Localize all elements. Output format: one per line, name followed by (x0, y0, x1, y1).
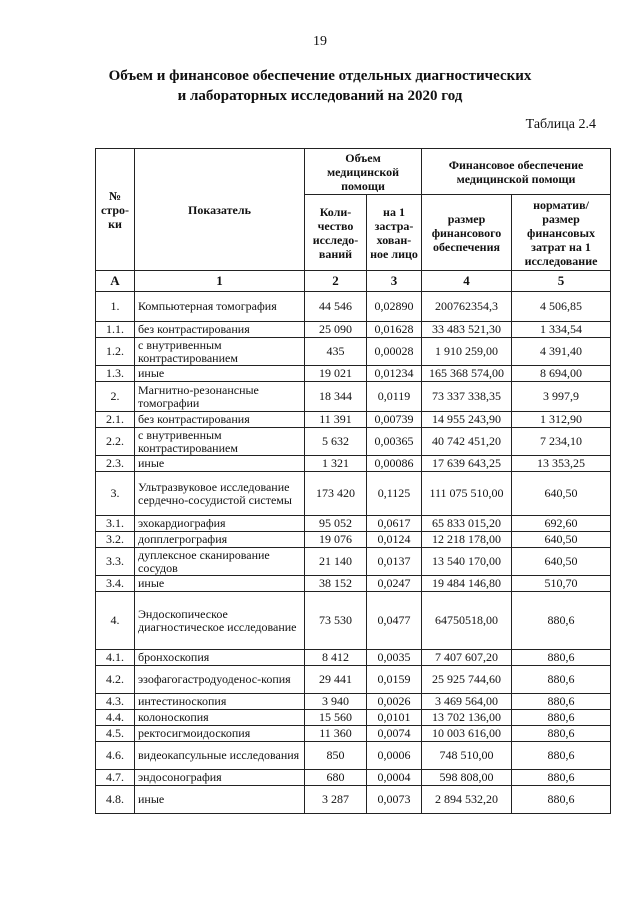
indicator-cell: ректосигмоидоскопия (135, 726, 305, 742)
index-cell: 1 (135, 271, 305, 292)
table-row (96, 456, 611, 472)
header-per-insured: на 1 застра-хован-ное лицо (367, 195, 422, 271)
per-insured-cell: 0,0247 (367, 576, 422, 592)
per-insured-cell: 0,0035 (367, 650, 422, 666)
row-number-cell: 4.4. (96, 710, 135, 726)
norm-cell: 880,6 (512, 770, 611, 786)
header-row-number: № стро-ки (96, 149, 135, 271)
finance-cell: 65 833 015,20 (422, 516, 512, 532)
count-cell: 11 360 (305, 726, 367, 742)
count-cell: 435 (305, 338, 367, 366)
indicator-cell: иные (135, 786, 305, 814)
table-row (96, 428, 611, 456)
per-insured-cell: 0,0124 (367, 532, 422, 548)
norm-cell: 640,50 (512, 472, 611, 516)
table-row (96, 710, 611, 726)
header-finance-size: размер финансового обеспечения (422, 195, 512, 271)
header-finance-group: Финансовое обеспечение медицинской помощи (422, 149, 611, 195)
norm-cell: 880,6 (512, 786, 611, 814)
norm-cell: 510,70 (512, 576, 611, 592)
count-cell: 8 412 (305, 650, 367, 666)
count-cell: 3 940 (305, 694, 367, 710)
finance-cell: 14 955 243,90 (422, 412, 512, 428)
table-row (96, 412, 611, 428)
count-cell: 680 (305, 770, 367, 786)
finance-cell: 111 075 510,00 (422, 472, 512, 516)
norm-cell: 880,6 (512, 592, 611, 650)
title-line-1: Объем и финансовое обеспечение отдельных диагностических (108, 68, 532, 84)
row-number-cell: 4.8. (96, 786, 135, 814)
index-cell: 4 (422, 271, 512, 292)
row-number-cell: 4.6. (96, 742, 135, 770)
norm-cell: 880,6 (512, 742, 611, 770)
finance-cell: 40 742 451,20 (422, 428, 512, 456)
indicator-cell: с внутривенным контрастированием (135, 338, 305, 366)
per-insured-cell: 0,0137 (367, 548, 422, 576)
row-number-cell: 2.3. (96, 456, 135, 472)
indicator-cell: эзофагогастродуоденос-копия (135, 666, 305, 694)
finance-cell: 12 218 178,00 (422, 532, 512, 548)
per-insured-cell: 0,1125 (367, 472, 422, 516)
count-cell: 19 076 (305, 532, 367, 548)
norm-cell: 4 506,85 (512, 292, 611, 322)
finance-cell: 200762354,3 (422, 292, 512, 322)
table-row (96, 338, 611, 366)
count-cell: 18 344 (305, 382, 367, 412)
count-cell: 850 (305, 742, 367, 770)
finance-cell: 748 510,00 (422, 742, 512, 770)
table-row (96, 770, 611, 786)
index-cell: А (96, 271, 135, 292)
per-insured-cell: 0,00739 (367, 412, 422, 428)
row-number-cell: 2.1. (96, 412, 135, 428)
finance-cell: 13 540 170,00 (422, 548, 512, 576)
table-row (96, 322, 611, 338)
norm-cell: 640,50 (512, 548, 611, 576)
header-count: Коли-чество исследо-ваний (305, 195, 367, 271)
table-row (96, 726, 611, 742)
norm-cell: 8 694,00 (512, 366, 611, 382)
table-row (96, 650, 611, 666)
finance-cell: 73 337 338,35 (422, 382, 512, 412)
finance-cell: 19 484 146,80 (422, 576, 512, 592)
count-cell: 29 441 (305, 666, 367, 694)
norm-cell: 880,6 (512, 726, 611, 742)
index-cell: 5 (512, 271, 611, 292)
row-number-cell: 1.2. (96, 338, 135, 366)
count-cell: 44 546 (305, 292, 367, 322)
table-row (96, 592, 611, 650)
row-number-cell: 1.1. (96, 322, 135, 338)
count-cell: 19 021 (305, 366, 367, 382)
table-row (96, 694, 611, 710)
indicator-cell: Ультразвуковое исследование сердечно-сосудистой системы (135, 472, 305, 516)
norm-cell: 880,6 (512, 710, 611, 726)
norm-cell: 4 391,40 (512, 338, 611, 366)
norm-cell: 7 234,10 (512, 428, 611, 456)
indicator-cell: эхокардиография (135, 516, 305, 532)
row-number-cell: 1. (96, 292, 135, 322)
per-insured-cell: 0,0026 (367, 694, 422, 710)
table-row (96, 292, 611, 322)
row-number-cell: 4.1. (96, 650, 135, 666)
indicator-cell: иные (135, 456, 305, 472)
per-insured-cell: 0,0074 (367, 726, 422, 742)
norm-cell: 692,60 (512, 516, 611, 532)
title-line-2: и лабораторных исследований на 2020 год (177, 88, 463, 104)
row-number-cell: 4. (96, 592, 135, 650)
indicator-cell: допплегрография (135, 532, 305, 548)
indicator-cell: видеокапсульные исследования (135, 742, 305, 770)
finance-cell: 2 894 532,20 (422, 786, 512, 814)
finance-cell: 10 003 616,00 (422, 726, 512, 742)
row-number-cell: 3.1. (96, 516, 135, 532)
per-insured-cell: 0,0617 (367, 516, 422, 532)
indicator-cell: иные (135, 576, 305, 592)
page-number: 19 (313, 34, 327, 49)
indicator-cell: Эндоскопическое диагностическое исследование (135, 592, 305, 650)
diagnostics-finance-table (95, 148, 611, 814)
per-insured-cell: 0,00086 (367, 456, 422, 472)
per-insured-cell: 0,00028 (367, 338, 422, 366)
indicator-cell: без контрастирования (135, 412, 305, 428)
norm-cell: 640,50 (512, 532, 611, 548)
finance-cell: 64750518,00 (422, 592, 512, 650)
header-volume-group: Объем медицинской помощи (305, 149, 422, 195)
per-insured-cell: 0,01234 (367, 366, 422, 382)
per-insured-cell: 0,0004 (367, 770, 422, 786)
table-row (96, 742, 611, 770)
norm-cell: 880,6 (512, 694, 611, 710)
count-cell: 21 140 (305, 548, 367, 576)
indicator-cell: иные (135, 366, 305, 382)
norm-cell: 3 997,9 (512, 382, 611, 412)
per-insured-cell: 0,0006 (367, 742, 422, 770)
finance-cell: 17 639 643,25 (422, 456, 512, 472)
per-insured-cell: 0,0477 (367, 592, 422, 650)
index-cell: 2 (305, 271, 367, 292)
per-insured-cell: 0,0119 (367, 382, 422, 412)
header-indicator: Показатель (135, 149, 305, 271)
index-cell: 3 (367, 271, 422, 292)
count-cell: 1 321 (305, 456, 367, 472)
row-number-cell: 4.3. (96, 694, 135, 710)
per-insured-cell: 0,0101 (367, 710, 422, 726)
header-norm: норматив/ размер финансовых затрат на 1 исследование (512, 195, 611, 271)
count-cell: 15 560 (305, 710, 367, 726)
count-cell: 3 287 (305, 786, 367, 814)
finance-cell: 1 910 259,00 (422, 338, 512, 366)
finance-cell: 25 925 744,60 (422, 666, 512, 694)
count-cell: 5 632 (305, 428, 367, 456)
norm-cell: 13 353,25 (512, 456, 611, 472)
row-number-cell: 3.2. (96, 532, 135, 548)
document-title (0, 66, 640, 106)
row-number-cell: 3.3. (96, 548, 135, 576)
row-number-cell: 1.3. (96, 366, 135, 382)
table-row (96, 666, 611, 694)
finance-cell: 3 469 564,00 (422, 694, 512, 710)
finance-cell: 33 483 521,30 (422, 322, 512, 338)
per-insured-cell: 0,02890 (367, 292, 422, 322)
finance-cell: 598 808,00 (422, 770, 512, 786)
indicator-cell: без контрастирования (135, 322, 305, 338)
norm-cell: 1 334,54 (512, 322, 611, 338)
row-number-cell: 4.2. (96, 666, 135, 694)
table-row (96, 472, 611, 516)
table-row (96, 548, 611, 576)
indicator-cell: Компьютерная томография (135, 292, 305, 322)
table-row (96, 366, 611, 382)
table-row (96, 516, 611, 532)
table-label: Таблица 2.4 (525, 117, 596, 132)
norm-cell: 1 312,90 (512, 412, 611, 428)
per-insured-cell: 0,00365 (367, 428, 422, 456)
table-row (96, 786, 611, 814)
indicator-cell: колоноскопия (135, 710, 305, 726)
indicator-cell: эндосонография (135, 770, 305, 786)
count-cell: 95 052 (305, 516, 367, 532)
row-number-cell: 4.5. (96, 726, 135, 742)
finance-cell: 165 368 574,00 (422, 366, 512, 382)
indicator-cell: с внутривенным контрастированием (135, 428, 305, 456)
count-cell: 38 152 (305, 576, 367, 592)
row-number-cell: 3. (96, 472, 135, 516)
row-number-cell: 3.4. (96, 576, 135, 592)
norm-cell: 880,6 (512, 666, 611, 694)
row-number-cell: 2. (96, 382, 135, 412)
count-cell: 73 530 (305, 592, 367, 650)
count-cell: 25 090 (305, 322, 367, 338)
count-cell: 173 420 (305, 472, 367, 516)
norm-cell: 880,6 (512, 650, 611, 666)
finance-cell: 7 407 607,20 (422, 650, 512, 666)
indicator-cell: Магнитно-резонансные томографии (135, 382, 305, 412)
finance-cell: 13 702 136,00 (422, 710, 512, 726)
table-row (96, 576, 611, 592)
per-insured-cell: 0,0073 (367, 786, 422, 814)
per-insured-cell: 0,01628 (367, 322, 422, 338)
indicator-cell: дуплексное сканирование сосудов (135, 548, 305, 576)
table-row (96, 532, 611, 548)
indicator-cell: бронхоскопия (135, 650, 305, 666)
count-cell: 11 391 (305, 412, 367, 428)
per-insured-cell: 0,0159 (367, 666, 422, 694)
table-row (96, 382, 611, 412)
indicator-cell: интестиноскопия (135, 694, 305, 710)
row-number-cell: 2.2. (96, 428, 135, 456)
row-number-cell: 4.7. (96, 770, 135, 786)
